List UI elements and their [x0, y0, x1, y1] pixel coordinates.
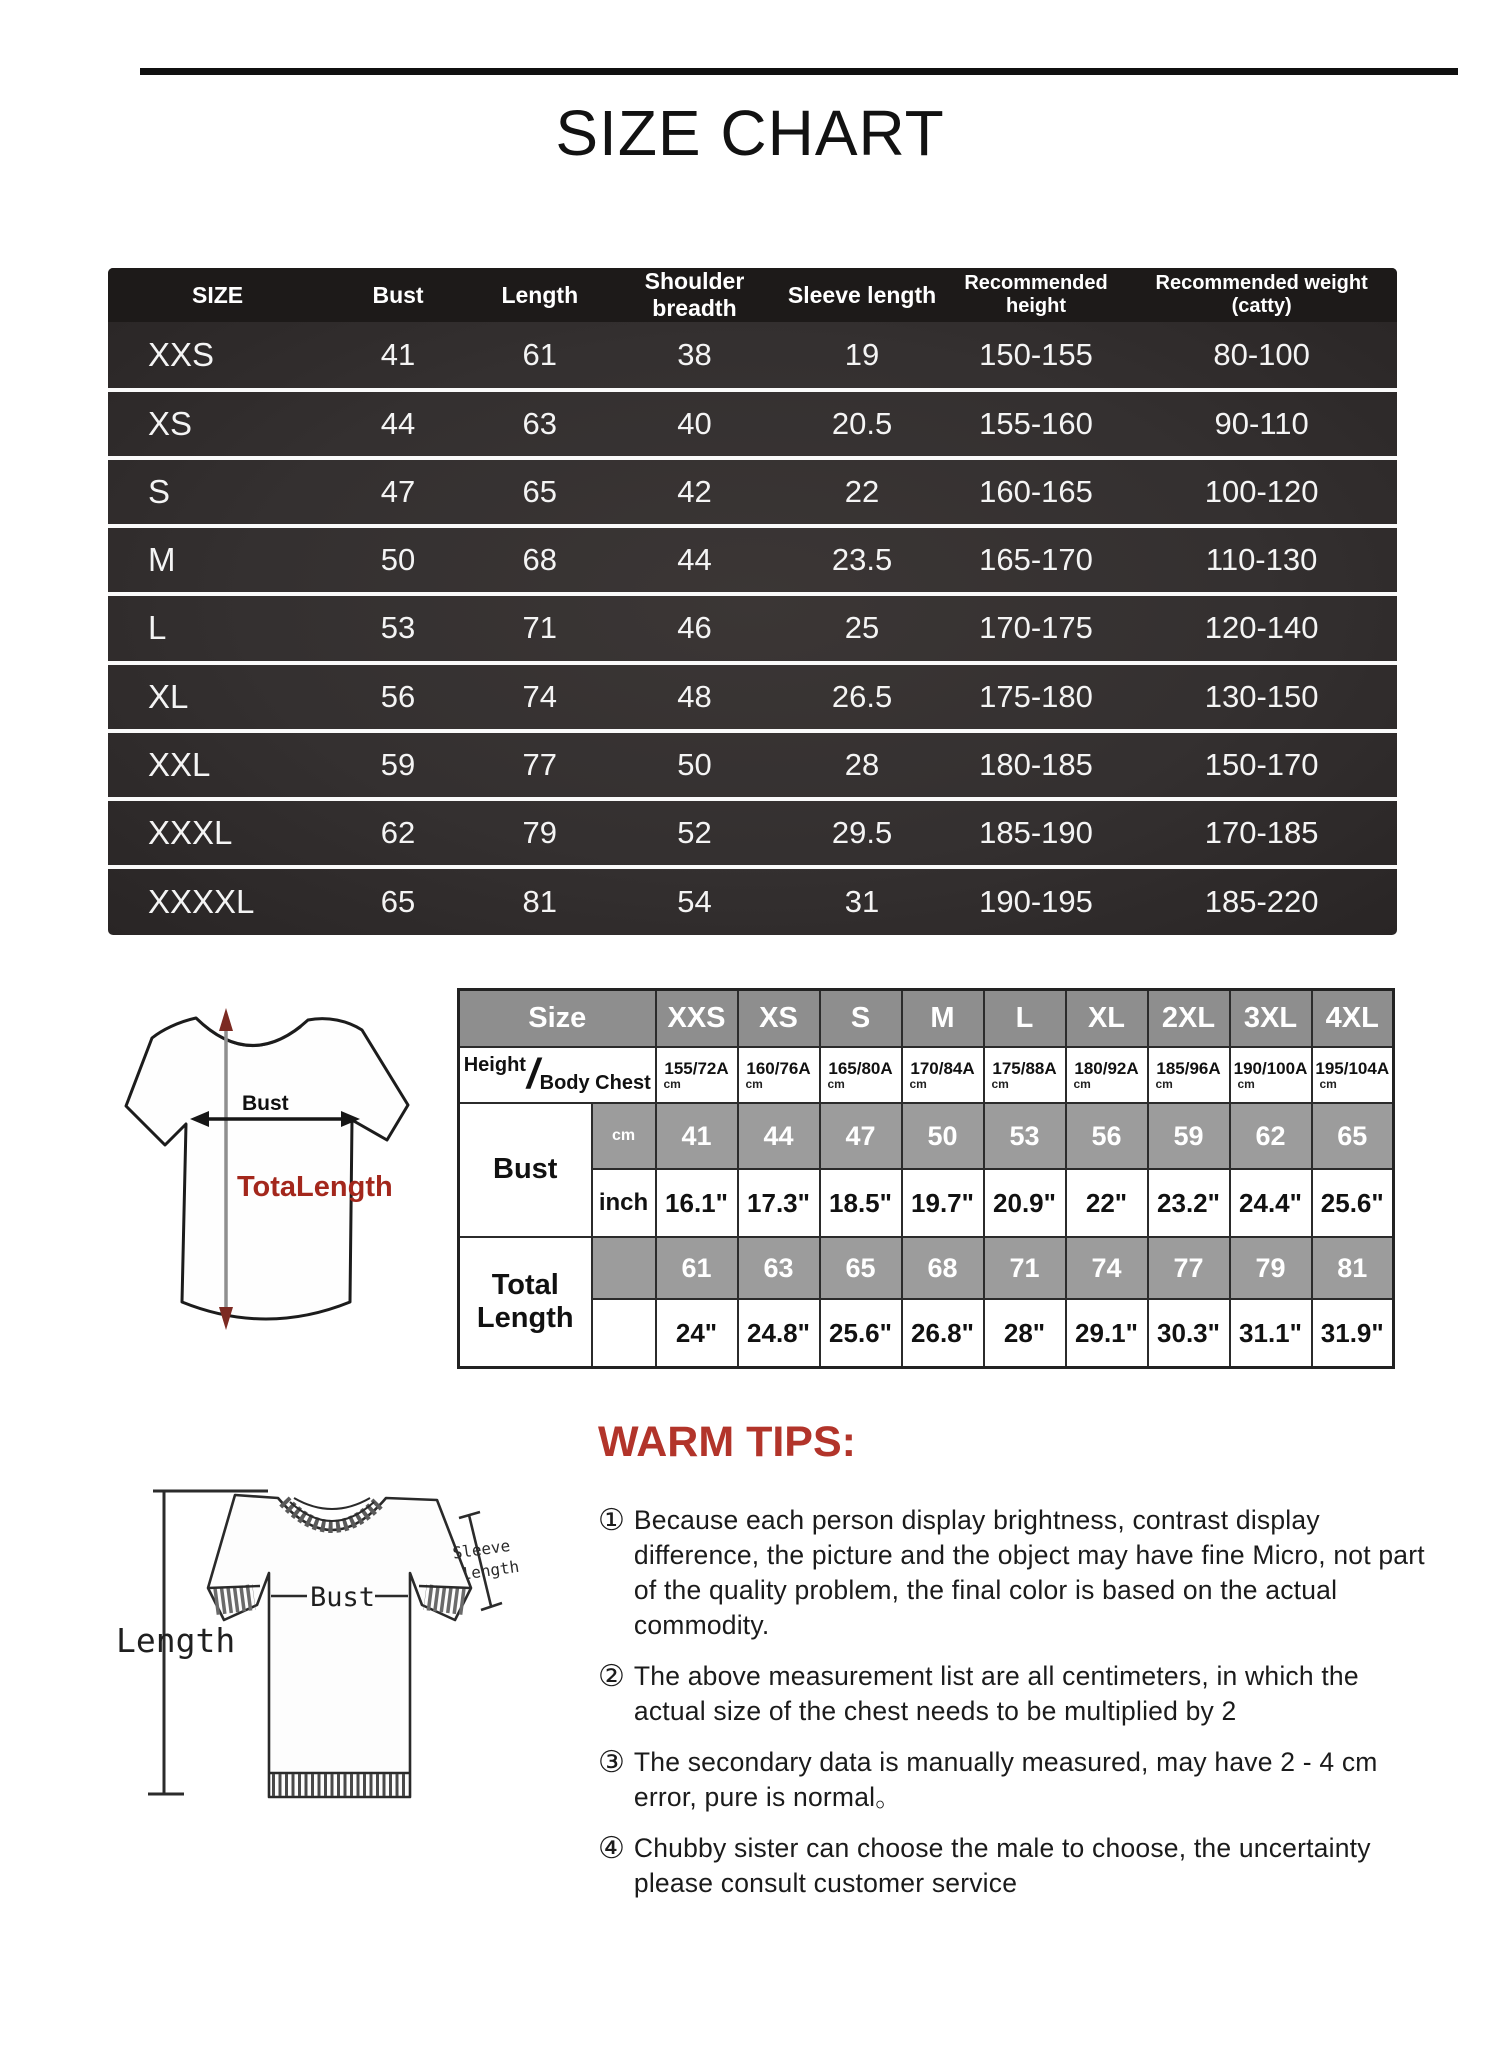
col-header-bust: Bust — [372, 281, 424, 308]
value-cell: 50 — [611, 731, 779, 799]
total-inch-cell: 31.1" — [1230, 1299, 1312, 1368]
value-cell: 190-195 — [946, 867, 1126, 935]
height-cell — [1066, 1047, 1148, 1103]
tshirt-outline — [126, 1018, 408, 1319]
table-row — [108, 458, 1397, 526]
value-cell: 56 — [327, 663, 469, 731]
empty-sublabel — [592, 1299, 656, 1368]
top-divider-line — [140, 68, 1458, 75]
height-value: 190/100A — [1233, 1059, 1308, 1079]
value-cell: 41 — [380, 337, 416, 373]
height-value: 195/104A — [1315, 1059, 1390, 1079]
cm-unit: cm — [1237, 1076, 1255, 1091]
cm-unit: cm — [1319, 1076, 1337, 1091]
size-col-header: XS — [738, 990, 820, 1048]
bust-inch-cell: 18.5" — [820, 1169, 902, 1237]
height-cell — [820, 1047, 902, 1103]
value-cell: 65 — [327, 867, 469, 935]
value-cell: 185-190 — [946, 799, 1126, 867]
bust-inch-cell: 23.2" — [1148, 1169, 1230, 1237]
height-body-chest-row — [459, 1047, 1394, 1103]
bust-inch-cell: 17.3" — [738, 1169, 820, 1237]
bust-cm-cell: 59 — [1148, 1103, 1230, 1169]
bust-inch-cell: 25.6" — [1312, 1169, 1394, 1237]
total-inch-cell: 24" — [656, 1299, 738, 1368]
total-length-label: TotaLength — [237, 1171, 393, 1203]
body-chest-label: Body Chest — [539, 1072, 651, 1094]
tip-number: ③ — [598, 1746, 625, 1779]
size-cell: M — [108, 526, 327, 594]
table-row — [108, 663, 1397, 731]
total-cm-cell: 63 — [738, 1237, 820, 1299]
warm-tips-title: WARM TIPS: — [598, 1418, 856, 1466]
size-cell: XL — [108, 663, 327, 731]
size-cell: XXS — [148, 336, 215, 374]
value-cell: 175-180 — [946, 663, 1126, 731]
size-cell: XS — [108, 390, 327, 458]
tip-number: ① — [598, 1504, 625, 1537]
tshirt-diagram-front — [100, 988, 456, 1384]
height-value: 170/84A — [910, 1059, 975, 1079]
size-col-header: S — [820, 990, 902, 1048]
value-cell: 180-185 — [946, 731, 1126, 799]
height-label: Height — [463, 1054, 526, 1076]
tip-text: The above measurement list are all centimeters, in which the actual size of the chest needs to be multiplied by 2 — [633, 1661, 1359, 1726]
height-cell — [902, 1047, 984, 1103]
height-cell — [738, 1047, 820, 1103]
bust-inch-cell: 19.7" — [902, 1169, 984, 1237]
bust-label: Bust — [310, 1582, 376, 1613]
page-title: SIZE CHART — [555, 97, 945, 169]
height-value: 175/88A — [992, 1059, 1057, 1079]
total-cm-cell: 61 — [656, 1237, 738, 1299]
total-inch-cell: 26.8" — [902, 1299, 984, 1368]
value-cell: 185-220 — [1126, 867, 1397, 935]
tshirt-diagram-measure — [88, 1438, 558, 1938]
value-cell: 61 — [522, 337, 558, 373]
value-cell: 100-120 — [1126, 458, 1397, 526]
bust-inch-cell: 24.4" — [1230, 1169, 1312, 1237]
value-cell: 31 — [778, 867, 946, 935]
length-label: Length — [116, 1621, 236, 1660]
detail-size-header: Size — [459, 990, 656, 1048]
value-cell: 25 — [778, 594, 946, 662]
warm-tip-item — [598, 1659, 1426, 1729]
size-col-header: L — [984, 990, 1066, 1048]
value-cell: 77 — [469, 731, 611, 799]
height-body-chest-label — [459, 1047, 656, 1103]
table-row — [108, 867, 1397, 935]
value-cell: 54 — [611, 867, 779, 935]
height-cell — [1312, 1047, 1394, 1103]
value-cell: 150-155 — [979, 337, 1093, 373]
value-cell: 90-110 — [1126, 390, 1397, 458]
size-col-header: 2XL — [1148, 990, 1230, 1048]
value-cell: 52 — [611, 799, 779, 867]
value-cell: 44 — [611, 526, 779, 594]
cm-unit: cm — [745, 1076, 763, 1091]
value-cell: 59 — [327, 731, 469, 799]
value-cell: 47 — [327, 458, 469, 526]
value-cell: 165-170 — [946, 526, 1126, 594]
col-header-rec-weight: Recommended weight (catty) — [1155, 272, 1368, 317]
height-value: 165/80A — [828, 1059, 893, 1079]
col-header-rec-height: Recommended height — [964, 272, 1108, 317]
cm-unit: cm — [663, 1076, 681, 1091]
value-cell: 26.5 — [778, 663, 946, 731]
value-cell: 28 — [778, 731, 946, 799]
bust-cm-cell: 44 — [738, 1103, 820, 1169]
bust-cm-cell: 53 — [984, 1103, 1066, 1169]
height-cell — [1230, 1047, 1312, 1103]
col-header-size: SIZE — [192, 281, 244, 308]
value-cell: 53 — [327, 594, 469, 662]
value-cell: 23.5 — [778, 526, 946, 594]
total-length-arrow-bottom — [219, 1307, 233, 1330]
size-table-header-row — [108, 268, 1397, 322]
value-cell: 29.5 — [778, 799, 946, 867]
table-row — [108, 526, 1397, 594]
value-cell: 22 — [778, 458, 946, 526]
value-cell: 63 — [469, 390, 611, 458]
total-inch-cell: 24.8" — [738, 1299, 820, 1368]
warm-tip-item — [598, 1831, 1426, 1901]
value-cell: 20.5 — [778, 390, 946, 458]
cm-unit: cm — [827, 1076, 845, 1091]
warm-tip-item — [598, 1503, 1426, 1643]
bust-cm-cell: 47 — [820, 1103, 902, 1169]
total-cm-cell: 74 — [1066, 1237, 1148, 1299]
warm-tips-section — [598, 1418, 1426, 1917]
tip-text: Because each person display brightness, contrast display difference, the picture and the object may have fine Micro, not part of the quality problem, the final color is based on the actual commodity. — [633, 1505, 1425, 1640]
height-value: 155/72A — [664, 1059, 729, 1079]
bust-inch-cell: 16.1" — [656, 1169, 738, 1237]
value-cell: 130-150 — [1126, 663, 1397, 731]
value-cell: 65 — [469, 458, 611, 526]
table-row — [108, 390, 1397, 458]
tip-text: The secondary data is manually measured, may have 2 - 4 cm error, pure is normal。 — [633, 1747, 1378, 1812]
tip-number: ② — [598, 1660, 625, 1693]
bust-cm-row — [459, 1103, 1394, 1169]
value-cell: 50 — [327, 526, 469, 594]
total-cm-cell: 65 — [820, 1237, 902, 1299]
total-inch-cell: 29.1" — [1066, 1299, 1148, 1368]
value-cell: 44 — [327, 390, 469, 458]
total-length-cm-row — [459, 1237, 1394, 1299]
height-value: 180/92A — [1074, 1059, 1139, 1079]
bust-inch-cell: 20.9" — [984, 1169, 1066, 1237]
bust-cm-cell: 41 — [656, 1103, 738, 1169]
total-inch-cell: 31.9" — [1312, 1299, 1394, 1368]
table-row — [108, 731, 1397, 799]
value-cell: 40 — [611, 390, 779, 458]
height-cell — [1148, 1047, 1230, 1103]
value-cell: 48 — [611, 663, 779, 731]
bust-cm-cell: 50 — [902, 1103, 984, 1169]
total-inch-cell: 30.3" — [1148, 1299, 1230, 1368]
height-value: 185/96A — [1156, 1059, 1221, 1079]
value-cell: 150-170 — [1126, 731, 1397, 799]
value-cell: 120-140 — [1126, 594, 1397, 662]
value-cell: 19 — [844, 337, 880, 373]
value-cell: 170-185 — [1126, 799, 1397, 867]
total-length-row-label: Total Length — [459, 1237, 592, 1368]
bust-label: Bust — [242, 1092, 289, 1115]
collar-back-line — [294, 1498, 370, 1509]
total-inch-cell: 25.6" — [820, 1299, 902, 1368]
total-length-inch-row — [459, 1299, 1394, 1368]
bust-cm-cell: 62 — [1230, 1103, 1312, 1169]
value-cell: 71 — [469, 594, 611, 662]
size-cell: XXXL — [108, 799, 327, 867]
col-header-shoulder: Shoulder breadth — [644, 268, 745, 321]
value-cell: 79 — [469, 799, 611, 867]
size-col-header: 4XL — [1312, 990, 1394, 1048]
value-cell: 110-130 — [1126, 526, 1397, 594]
detail-size-table — [457, 988, 1395, 1369]
value-cell: 170-175 — [946, 594, 1126, 662]
size-table — [108, 268, 1397, 935]
sleeve-length-label-line2: length — [460, 1556, 521, 1584]
size-col-header: 3XL — [1230, 990, 1312, 1048]
cm-unit: cm — [991, 1076, 1009, 1091]
bust-cm-cell: 65 — [1312, 1103, 1394, 1169]
value-cell: 80-100 — [1213, 337, 1310, 373]
height-cell — [984, 1047, 1066, 1103]
total-inch-cell: 28" — [984, 1299, 1066, 1368]
size-cell: L — [108, 594, 327, 662]
cm-unit: cm — [909, 1076, 927, 1091]
bust-inch-cell: 22" — [1066, 1169, 1148, 1237]
total-length-arrow-top — [219, 1008, 233, 1031]
height-value: 160/76A — [746, 1059, 811, 1079]
tip-number: ④ — [598, 1832, 625, 1865]
size-cell: XXXXL — [108, 867, 327, 935]
cm-unit: cm — [1155, 1076, 1173, 1091]
value-cell: 38 — [677, 337, 712, 373]
size-cell: S — [108, 458, 327, 526]
cm-sublabel: cm — [592, 1103, 656, 1169]
col-header-length: Length — [501, 281, 579, 308]
value-cell: 155-160 — [946, 390, 1126, 458]
total-cm-cell: 77 — [1148, 1237, 1230, 1299]
slash: / — [526, 1050, 539, 1097]
sleeve-length-label-line1: Sleeve — [451, 1535, 512, 1563]
total-cm-cell: 71 — [984, 1237, 1066, 1299]
total-cm-cell: 68 — [902, 1237, 984, 1299]
bust-inch-row — [459, 1169, 1394, 1237]
value-cell: 74 — [469, 663, 611, 731]
bust-cm-cell: 56 — [1066, 1103, 1148, 1169]
value-cell: 160-165 — [946, 458, 1126, 526]
bust-row-label: Bust — [459, 1103, 592, 1237]
total-cm-cell: 79 — [1230, 1237, 1312, 1299]
inch-sublabel: inch — [592, 1169, 656, 1237]
cm-unit: cm — [1073, 1076, 1091, 1091]
table-row — [108, 594, 1397, 662]
table-row — [108, 322, 1397, 390]
table-row — [108, 799, 1397, 867]
col-header-sleeve: Sleeve length — [787, 281, 937, 308]
tip-text: Chubby sister can choose the male to choose, the uncertainty please consult customer service — [633, 1833, 1371, 1898]
size-cell: XXL — [108, 731, 327, 799]
warm-tip-item — [598, 1745, 1426, 1815]
height-cell — [656, 1047, 738, 1103]
value-cell: 81 — [469, 867, 611, 935]
total-cm-cell: 81 — [1312, 1237, 1394, 1299]
size-col-header: M — [902, 990, 984, 1048]
value-cell: 46 — [611, 594, 779, 662]
tshirt-outline — [208, 1495, 471, 1797]
value-cell: 68 — [469, 526, 611, 594]
empty-sublabel — [592, 1237, 656, 1299]
value-cell: 42 — [611, 458, 779, 526]
size-col-header: XXS — [656, 990, 738, 1048]
size-col-header: XL — [1066, 990, 1148, 1048]
detail-header-row — [459, 990, 1394, 1048]
value-cell: 62 — [327, 799, 469, 867]
